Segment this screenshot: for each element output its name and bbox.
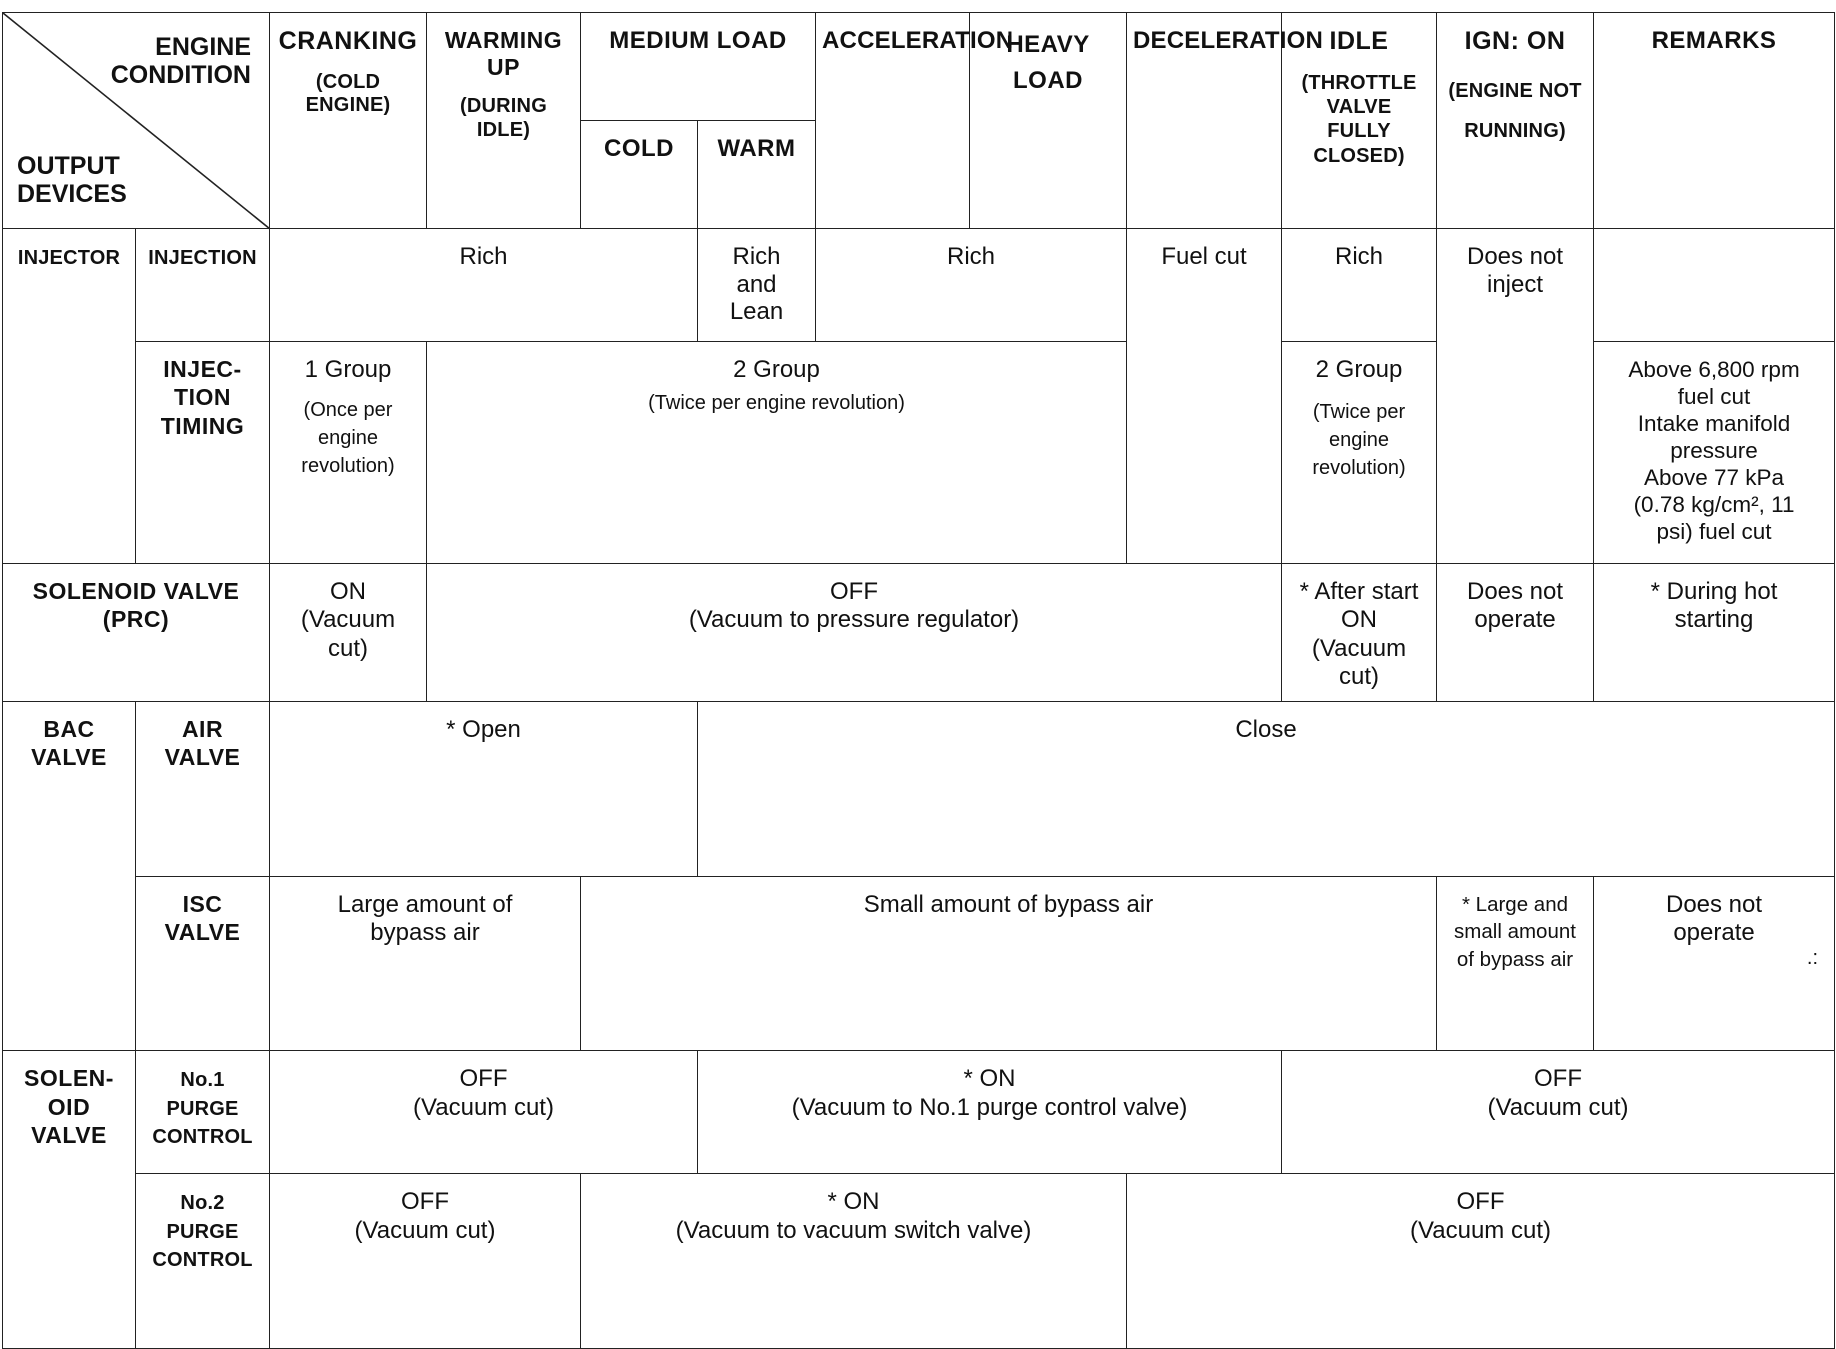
injection-rich-accel: Rich — [816, 229, 1127, 342]
header-remarks: REMARKS — [1594, 13, 1835, 229]
header-ign-on — [1437, 13, 1594, 229]
header-warming-up-title: WARMING UP — [444, 27, 563, 81]
row-label-injection — [136, 229, 270, 342]
isc-small-bypass: Small amount of bypass air — [581, 876, 1437, 1051]
header-warming-up — [427, 13, 581, 229]
prc-cranking-on: ON (Vacuum cut) — [270, 564, 427, 702]
prc-ign-on: Does not operate — [1437, 564, 1594, 702]
injection-timing-label: INJEC- TION TIMING — [160, 356, 245, 439]
row-label-purge1 — [136, 1051, 270, 1174]
bac-valve-label: BAC VALVE — [31, 716, 107, 771]
isc-valve-label: ISC VALVE — [164, 890, 241, 946]
isc-large-bypass: Large amount of bypass air — [270, 876, 581, 1051]
injection-fuel-cut: Fuel cut — [1127, 229, 1282, 564]
header-cold: COLD — [581, 121, 698, 229]
isc-ign-on-text: Does not operate — [1665, 890, 1763, 947]
header-deceleration: DECELERATION — [1127, 13, 1282, 229]
row-label-purge2 — [136, 1174, 270, 1349]
injection-rich-idle: Rich — [1282, 229, 1437, 342]
timing-remarks: Above 6,800 rpm fuel cut Intake manifold pressure Above 77 kPa (0.78 kg/cm², 11 psi) fuel cut — [1594, 342, 1835, 564]
purge2-label: No.2 PURGE CONTROL — [152, 1192, 253, 1271]
output-devices-label: OUTPUT DEVICES — [17, 152, 127, 208]
purge2-off-right: OFF (Vacuum cut) — [1127, 1174, 1835, 1349]
timing-1-group — [270, 342, 427, 564]
prc-off: OFF (Vacuum to pressure regulator) — [427, 564, 1282, 702]
row-label-injector — [3, 229, 136, 564]
timing-2-group-main: 2 Group — [733, 356, 820, 383]
timing-1-group-sub: (Once per engine revolution) — [301, 399, 395, 478]
injection-remarks — [1594, 229, 1835, 342]
prc-remarks: * During hot starting — [1594, 564, 1835, 702]
air-valve-close: Close — [698, 702, 1835, 877]
timing-1-group-main: 1 Group — [304, 356, 392, 383]
air-valve-label: AIR VALVE — [164, 716, 241, 771]
header-ign-on-title: IGN: ON — [1464, 27, 1566, 55]
injection-rich-cranking: Rich — [270, 229, 698, 342]
header-idle-title: IDLE — [1329, 27, 1389, 55]
solenoid-prc-label: SOLENOID VALVE (PRC) — [32, 578, 240, 633]
purge1-off-right: OFF (Vacuum cut) — [1282, 1051, 1835, 1174]
row-label-bac-valve — [3, 702, 136, 1051]
row-label-injection-timing — [136, 342, 270, 564]
output-devices-table — [2, 12, 1835, 1349]
purge1-on: * ON (Vacuum to No.1 purge control valve) — [698, 1051, 1282, 1174]
timing-2-group — [427, 342, 1127, 564]
timing-idle-sub: (Twice per engine revolution) — [1312, 401, 1406, 480]
injection-warm: Rich and Lean — [698, 229, 816, 342]
injector-label: INJECTOR — [17, 247, 121, 269]
header-acceleration: ACCELERATION — [816, 13, 970, 229]
header-warming-up-sub: (DURING IDLE) — [460, 95, 547, 141]
header-heavy-load: HEAVY LOAD — [970, 13, 1127, 229]
solenoid-valve-label: SOLEN- OID VALVE — [24, 1065, 114, 1149]
purge1-off-left: OFF (Vacuum cut) — [270, 1051, 698, 1174]
injection-label: INJECTION — [148, 247, 257, 269]
header-idle-sub: (THROTTLE VALVE FULLY CLOSED) — [1301, 71, 1417, 167]
timing-2-group-idle — [1282, 342, 1437, 564]
timing-idle-main: 2 Group — [1315, 356, 1403, 383]
injection-ign-on: Does not inject — [1437, 229, 1594, 564]
purge2-on: * ON (Vacuum to vacuum switch valve) — [581, 1174, 1127, 1349]
header-cranking-sub: (COLD ENGINE) — [305, 70, 391, 117]
isc-ign-on-mark: .: — [1806, 947, 1819, 970]
header-cranking — [270, 13, 427, 229]
header-medium-load: MEDIUM LOAD — [581, 13, 816, 121]
isc-idle: * Large and small amount of bypass air — [1437, 876, 1594, 1051]
timing-2-group-sub: (Twice per engine revolution) — [648, 392, 905, 415]
purge2-off-left: OFF (Vacuum cut) — [270, 1174, 581, 1349]
row-label-isc-valve — [136, 876, 270, 1051]
air-valve-open: * Open — [270, 702, 698, 877]
row-label-solenoid-valve — [3, 1051, 136, 1349]
engine-condition-label: ENGINE CONDITION — [110, 33, 251, 89]
row-label-air-valve — [136, 702, 270, 877]
row-label-solenoid-prc — [3, 564, 270, 702]
header-cranking-title: CRANKING — [278, 27, 418, 55]
header-corner-cell — [3, 13, 270, 229]
header-warm: WARM — [698, 121, 816, 229]
prc-idle-after-start: * After start ON (Vacuum cut) — [1282, 564, 1437, 702]
purge1-label: No.1 PURGE CONTROL — [152, 1069, 253, 1149]
header-ign-on-sub: (ENGINE NOT RUNNING) — [1448, 79, 1582, 142]
isc-ign-on — [1594, 876, 1835, 1051]
